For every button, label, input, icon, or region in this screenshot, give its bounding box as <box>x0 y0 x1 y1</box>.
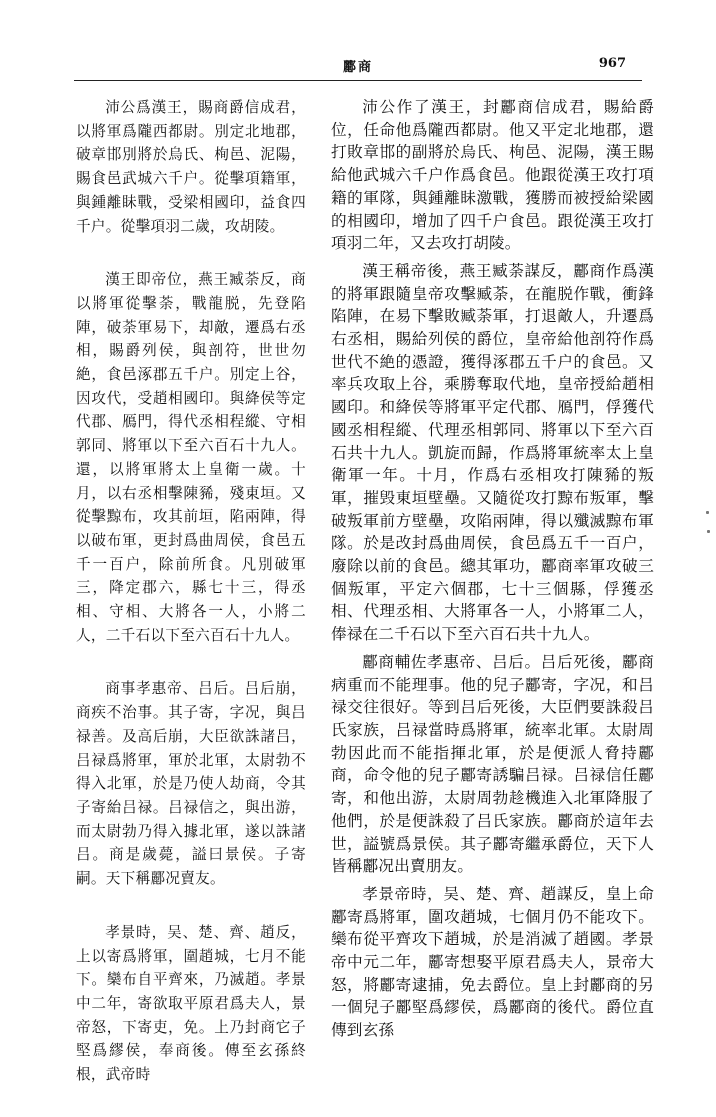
translation-paragraph-4: 孝景帝時，吴、楚、齊、趙謀反，皇上命酈寄爲將軍，圍攻趙城，七個月仍不能攻下。欒布從平齊攻下趙城，於是消滅了趙國。孝景帝中元二年，酈寄想娶平原君爲夫人，景帝大怒，將酈寄逮捕，免去爵位。皇上封酈商的另一個兒子酈堅爲繆侯，爲酈商的後代。爵位直傳到玄孫 <box>331 884 654 1040</box>
translation-paragraph-2: 漢王稱帝後，燕王臧荼謀反，酈商作爲漢的將軍跟隨皇帝攻擊臧荼，在龍脱作戰，衝鋒陷陣，在易下擊敗臧荼軍，打退敵人，升遷爲右丞相，賜給列侯的爵位，皇帝給他剖符作爲世代不絶的憑證，獲得涿郡五千户的食邑。又率兵攻取上谷，乘勝奪取代地，皇帝授給趙相國印。和絳侯等將軍平定代郡、鴈門，俘獲代國丞相程縱、代理丞相郭同、將軍以下至六百石共十九人。凱旋而歸，作爲將軍統率太上皇衛軍一年。十月，作爲右丞相攻打陳豨的叛軍，摧毁東垣壁壘。又隨從攻打黥布叛軍，擊破叛軍前方壁壘，攻陷兩陣，得以殲滅黥布軍隊。於是改封爲曲周侯，食邑爲五千一百户，廢除以前的食邑。總其軍功，酈商率軍攻破三個叛軍，平定六個郡，七十三個縣，俘獲丞相、代理丞相、大將軍各一人，小將軍二人，俸禄在二千石以下至六百石共十九人。 <box>331 261 654 644</box>
scan-speck <box>707 530 710 533</box>
classical-paragraph-3: 商事孝惠帝、吕后。吕后崩，商疾不治事。其子寄，字况，與吕禄善。及高后崩，大臣欲誅諸吕，吕禄爲將軍，軍於北軍，太尉勃不得入北軍，於是乃使人劫商，令其子寄紿吕禄。吕禄信之，與出游，而太尉勃乃得入據北軍，遂以誅諸吕。商是歲薨，謚曰景侯。子寄嗣。天下稱酈况賣友。 <box>76 680 306 888</box>
classical-paragraph-1: 沛公爲漢王，賜商爵信成君，以將軍爲隴西都尉。別定北地郡，破章邯別將於烏氏、栒邑、泥陽，賜食邑武城六千户。從擊項籍軍，與鍾離眛戰，受梁相國印，益食四千户。從擊項羽二歲，攻胡陵。 <box>76 99 306 235</box>
classical-paragraph-2: 漢王即帝位，燕王臧荼反，商以將軍從擊荼，戰龍脱，先登陷陣，破荼軍易下，却敵，遷爲右丞相，賜爵列侯，與剖符，世世勿絶，食邑涿郡五千户。別定上谷，因攻代，受趙相國印。與絳侯等定代郡、鴈門，得代丞相程縱、守相郭同、將軍以下至六百石十九人。還，以將軍將太上皇衛一歲。十月，以右丞相擊陳豨，殘東垣。又從擊黥布，攻其前垣，陷兩陣，得以破布軍，更封爲曲周侯，食邑五千一百户，除前所食。凡別破軍三，降定郡六，縣七十三，得丞相、守相、大將各一人，小將二人，二千石以下至六百石十九人。 <box>76 271 306 644</box>
translation-paragraph-3: 酈商輔佐孝惠帝、吕后。吕后死後，酈商病重而不能理事。他的兒子酈寄，字况，和吕禄交往很好。等到吕后死後，大臣們要誅殺吕氏家族，吕禄當時爲將軍，統率北軍。太尉周勃因此而不能指揮北軍，於是便派人脅持酈商，命令他的兒子酈寄誘騙吕禄。吕禄信任酈寄，和他出游，太尉周勃趁機進入北軍降服了他們，於是便誅殺了吕氏家族。酈商於這年去世，謚號爲景侯。其子酈寄繼承爵位，天下人皆稱酈况出賣朋友。 <box>331 652 654 876</box>
running-title: 酈商 <box>342 60 373 75</box>
classical-paragraph-4: 孝景時，吴、楚、齊、趙反，上以寄爲將軍，圍趙城，七月不能下。欒布自平齊來，乃滅趙。孝景中二年，寄欲取平原君爲夫人，景帝怒，下寄吏，免。上乃封商它子堅爲繆侯，奉商後。傳至玄孫終根，武帝時 <box>76 923 306 1084</box>
page-number: 967 <box>598 56 626 71</box>
translation-column <box>331 96 654 1047</box>
translation-paragraph-1: 沛公作了漢王，封酈商信成君，賜給爵位，任命他爲隴西都尉。他又平定北地郡，還打敗章邯的副將於烏氏、栒邑、泥陽，漢王賜給他武城六千户作爲食邑。他跟從漢王攻打項籍的軍隊，與鍾離眛激戰，獲勝而被授給梁國的相國印，增加了四千户食邑。跟從漢王攻打項羽二年，又去攻打胡陵。 <box>331 98 654 253</box>
header-rule <box>74 80 642 81</box>
running-header <box>74 56 642 80</box>
scan-speck <box>706 511 709 514</box>
classical-text-column <box>76 96 306 1117</box>
